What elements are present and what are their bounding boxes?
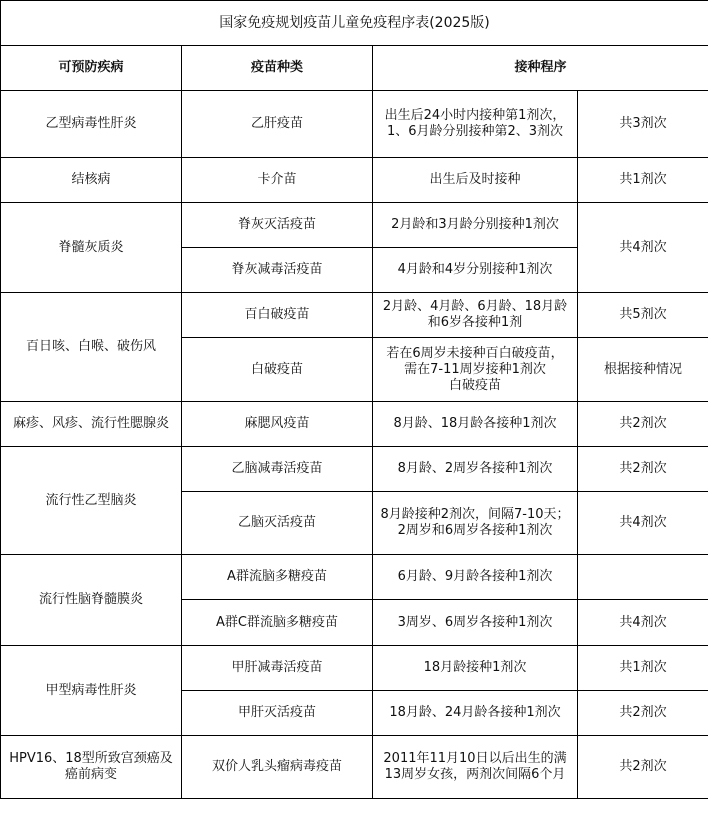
vaccine-cell: 卡介苗 [182, 158, 373, 203]
schedule-cell [373, 338, 578, 402]
schedule-cell [373, 293, 578, 338]
schedule-line: 1、6月龄分别接种第2、3剂次 [386, 124, 564, 139]
disease-cell: 结核病 [1, 158, 182, 203]
disease-cell: 脊髓灰质炎 [1, 203, 182, 293]
vaccine-cell: 白破疫苗 [182, 338, 373, 402]
schedule-line: 2011年11月10日以后出生的满 [383, 751, 567, 766]
doses-cell: 共2剂次 [578, 402, 708, 447]
schedule-line: 需在7-11周岁接种1剂次 [404, 361, 546, 377]
doses-cell [578, 555, 708, 600]
schedule-cell [373, 203, 578, 248]
table-title: 国家免疫规划疫苗儿童免疫程序表(2025版) [1, 1, 708, 46]
vaccine-cell: 乙脑灭活疫苗 [182, 492, 373, 555]
vaccine-cell: 双价人乳头瘤病毒疫苗 [182, 736, 373, 799]
disease-cell: 麻疹、风疹、流行性腮腺炎 [1, 402, 182, 447]
schedule-line: 8月龄、18月龄各接种1剂次 [393, 416, 557, 431]
schedule-line: 出生后24小时内接种第1剂次， [384, 108, 566, 123]
schedule-line: 白破疫苗 [448, 377, 501, 393]
schedule-line: 4月龄和4岁分别接种1剂次 [397, 262, 553, 277]
schedule-cell [373, 736, 578, 799]
table-row [1, 736, 708, 799]
header-disease: 可预防疾病 [1, 46, 182, 91]
schedule-line: 18月龄、24月龄各接种1剂次 [389, 705, 561, 720]
vaccine-cell: 乙肝疫苗 [182, 91, 373, 158]
disease-cell: 流行性乙型脑炎 [1, 447, 182, 555]
table-row [1, 203, 708, 248]
schedule-cell [373, 555, 578, 600]
schedule-line: 8月龄接种2剂次，间隔7-10天； [380, 507, 570, 522]
vaccine-cell: 甲肝减毒活疫苗 [182, 646, 373, 691]
schedule-cell [373, 492, 578, 555]
vaccine-cell: 乙脑减毒活疫苗 [182, 447, 373, 492]
schedule-line: 6月龄、9月龄各接种1剂次 [397, 569, 553, 584]
table-row [1, 293, 708, 338]
table-row [1, 158, 708, 203]
table-row [1, 646, 708, 691]
table-row [1, 555, 708, 600]
doses-cell: 共5剂次 [578, 293, 708, 338]
vaccine-cell: 甲肝灭活疫苗 [182, 691, 373, 736]
schedule-cell [373, 402, 578, 447]
doses-cell: 共4剂次 [578, 600, 708, 646]
doses-cell: 共1剂次 [578, 158, 708, 203]
table-row [1, 447, 708, 492]
disease-cell: 甲型病毒性肝炎 [1, 646, 182, 736]
vaccine-cell: 麻腮风疫苗 [182, 402, 373, 447]
schedule-line: 18月龄接种1剂次 [423, 660, 527, 675]
schedule-line: 2月龄和3月龄分别接种1剂次 [391, 217, 559, 232]
schedule-cell [373, 447, 578, 492]
doses-cell: 共4剂次 [578, 492, 708, 555]
schedule-line: 2月龄、4月龄、6月龄、18月龄 [382, 299, 568, 314]
doses-cell: 根据接种情况 [578, 338, 708, 402]
schedule-cell [373, 248, 578, 293]
doses-cell: 共2剂次 [578, 736, 708, 799]
doses-cell: 共3剂次 [578, 91, 708, 158]
disease-cell: 乙型病毒性肝炎 [1, 91, 182, 158]
schedule-line: 出生后及时接种 [429, 172, 521, 187]
vaccine-cell: 脊灰灭活疫苗 [182, 203, 373, 248]
vaccine-cell: 百白破疫苗 [182, 293, 373, 338]
doses-cell: 共4剂次 [578, 203, 708, 293]
table-row [1, 402, 708, 447]
schedule-line: 和6岁各接种1剂 [427, 315, 523, 330]
schedule-cell [373, 158, 578, 203]
table-row [1, 91, 708, 158]
vaccine-cell: A群C群流脑多糖疫苗 [182, 600, 373, 646]
schedule-line: 8月龄、2周岁各接种1剂次 [397, 461, 553, 476]
schedule-line: 2周岁和6周岁各接种1剂次 [397, 523, 553, 538]
schedule-cell [373, 600, 578, 646]
schedule-cell [373, 646, 578, 691]
header-vaccine: 疫苗种类 [182, 46, 373, 91]
disease-cell: 流行性脑脊髓膜炎 [1, 555, 182, 646]
disease-cell: 百日咳、白喉、破伤风 [1, 293, 182, 402]
doses-cell: 共1剂次 [578, 646, 708, 691]
schedule-line: 若在6周岁未接种百白破疫苗， [386, 345, 564, 361]
doses-cell: 共2剂次 [578, 691, 708, 736]
schedule-cell [373, 691, 578, 736]
vaccine-cell: A群流脑多糖疫苗 [182, 555, 373, 600]
disease-cell: HPV16、18型所致宫颈癌及癌前病变 [1, 736, 182, 799]
vaccine-cell: 脊灰减毒活疫苗 [182, 248, 373, 293]
header-schedule: 接种程序 [373, 46, 708, 91]
schedule-cell [373, 91, 578, 158]
doses-cell: 共2剂次 [578, 447, 708, 492]
schedule-line: 13周岁女孩，两剂次间隔6个月 [384, 767, 566, 782]
schedule-line: 3周岁、6周岁各接种1剂次 [397, 614, 553, 630]
